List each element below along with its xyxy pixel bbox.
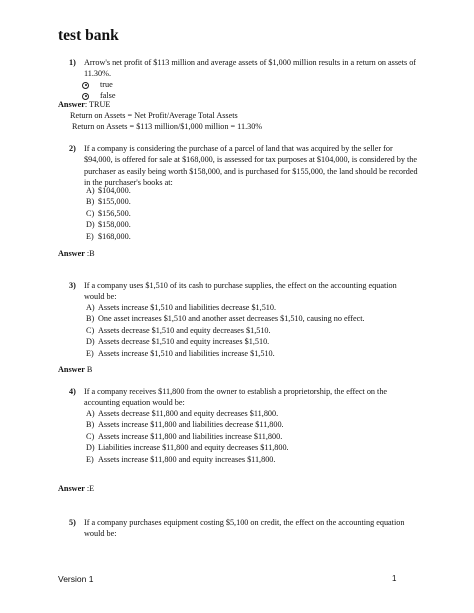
answer-value: :E [84,484,95,493]
option-a[interactable] [86,185,131,196]
option-letter: A) [86,409,95,418]
question-number: 3) [69,281,76,290]
answer-3 [58,364,92,375]
explanation-line-1: Return on Assets = Net Profit/Average Total Assets [70,111,238,120]
option-text: $104,000. [98,186,131,195]
option-d[interactable] [86,219,131,230]
question-number: 4) [69,387,76,396]
option-text: Assets increase $11,800 and liabilities decrease $11,800. [98,420,284,430]
option-b[interactable] [86,196,131,207]
option-c[interactable] [86,208,131,219]
option-letter: E) [86,454,94,464]
option-letter: B) [86,314,95,324]
answer-label: Answer [58,484,85,493]
answer-options [86,408,289,465]
answer-label: Answer [58,365,85,374]
option-e[interactable] [86,231,131,242]
answer-value: B [84,365,93,374]
answer-label: Answer [58,100,85,109]
option-text: $168,000. [98,231,131,241]
answer-2 [58,248,95,259]
option-text: Assets increase $11,800 and liabilities increase $11,800. [98,431,283,441]
option-letter: C) [86,431,95,441]
option-letter: A) [86,186,95,195]
option-a[interactable] [86,302,365,313]
option-letter: A) [86,303,95,312]
page-title: test bank [58,27,119,44]
option-d[interactable] [86,442,289,453]
option-b[interactable] [86,419,289,430]
option-letter: D) [86,337,95,347]
option-text: $158,000. [98,220,131,230]
answer-4 [58,483,94,494]
option-letter: D) [86,443,95,453]
option-text: Liabilities increase $11,800 and equity decreases $11,800. [98,443,289,453]
option-text: Assets increase $11,800 and equity increases $11,800. [98,454,276,464]
option-e[interactable] [86,348,365,359]
option-text: true [100,80,113,89]
answer-1 [58,99,110,110]
explanation-line-2: Return on Assets = $113 million/$1,000 million = 11.30% [72,122,263,131]
question-3 [69,280,429,360]
option-text: $155,000. [98,197,131,207]
answer-options [86,185,131,242]
option-c[interactable] [86,325,365,336]
question-number: 2) [69,144,76,153]
option-text: Assets decrease $1,510 and equity increases $1,510. [98,337,270,347]
option-letter: B) [86,197,95,207]
option-text: Assets decrease $1,510 and equity decreases $1,510. [98,325,271,335]
radio-icon[interactable] [82,82,89,89]
option-text: $156,500. [98,208,131,218]
question-number: 1) [69,58,76,67]
option-e[interactable] [86,454,289,465]
footer-page-number: 1 [392,574,397,583]
question-stem: Arrow's net profit of $113 million and average assets of $1,000 million results in a return on assets of 11.30%. [84,58,417,79]
question-stem: If a company receives $11,800 from the owner to establish a proprietorship, the effect on the accounting equation would be: [84,387,388,408]
option-text: Assets increase $1,510 and liabilities increase $1,510. [98,348,275,358]
answer-value: : TRUE [84,100,111,109]
answer-value: :B [84,249,95,258]
option-text: Assets increase $1,510 and liabilities decrease $1,510. [98,303,277,312]
option-letter: B) [86,420,95,430]
option-text: false [100,91,116,100]
question-stem: If a company purchases equipment costing $5,100 on credit, the effect on the accounting equation would be: [84,518,405,539]
option-b[interactable] [86,313,365,324]
question-5 [69,517,429,543]
option-true[interactable] [82,79,115,90]
option-letter: E) [86,348,94,358]
footer-version: Version 1 [58,574,94,584]
option-d[interactable] [86,336,365,347]
option-text: One asset increases $1,510 and another asset decreases $1,510, causing no effect. [98,314,365,324]
option-letter: C) [86,208,95,218]
question-number: 5) [69,518,76,527]
option-letter: D) [86,220,95,230]
option-letter: C) [86,325,95,335]
option-a[interactable] [86,408,289,419]
answer-options [86,302,365,359]
question-stem: If a company uses $1,510 of its cash to purchase supplies, the effect on the accounting equation would be: [84,281,397,302]
true-false-options [82,79,115,101]
question-4 [69,386,429,466]
option-c[interactable] [86,431,289,442]
option-letter: E) [86,231,94,241]
question-2 [69,143,429,243]
question-stem: If a company is considering the purchase of a parcel of land that was acquired by the seller for $94,000, is offered for sale at $168,000, is assessed for tax purposes at $104,000, is considered by the purchaser as easily being worth $158,000, and is purchased for $155,000, the land should be recorded in the purchaser's books at: [84,144,418,188]
option-text: Assets decrease $11,800 and equity decreases $11,800. [98,409,279,418]
answer-label: Answer [58,249,85,258]
